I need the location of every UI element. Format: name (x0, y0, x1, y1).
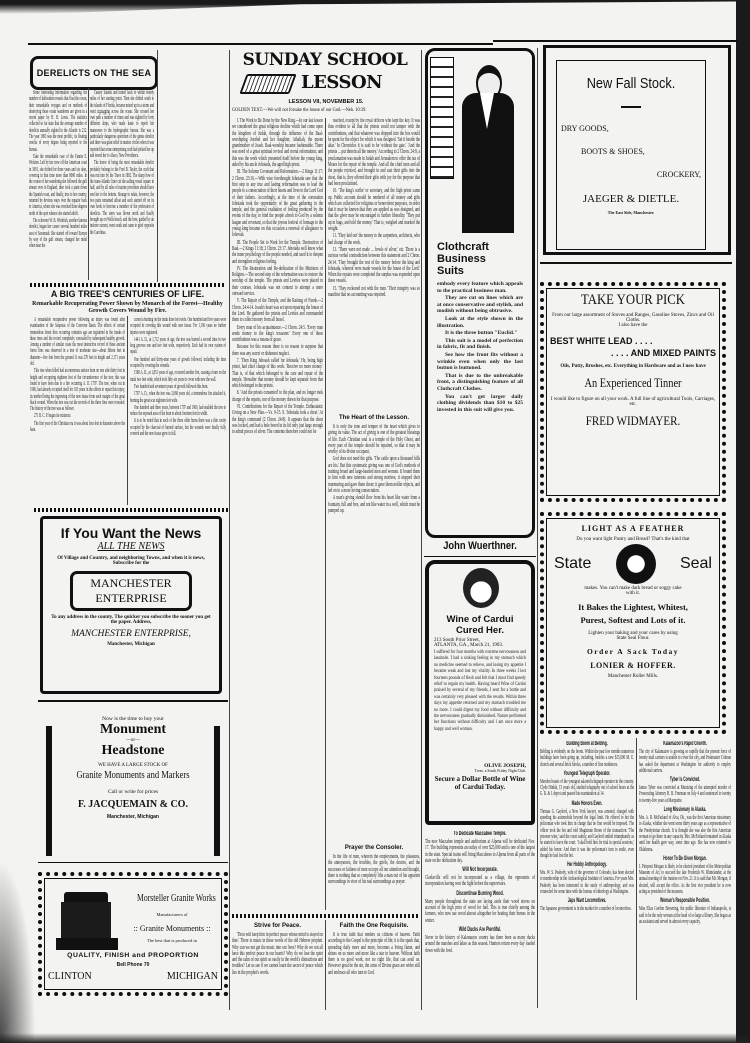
monument-illustration (56, 892, 118, 950)
news-heading: To Dedicate Maccabee Temple. (453, 831, 507, 837)
prayer-heading: Prayer the Consoler. (344, 845, 404, 851)
paragraph: 1441 A. D., at 1,712 years of age, the tree was burned a second time in two long grooves one and two feet wide, respectively. Each had its own system of repair. (130, 336, 226, 356)
enterprise-nameplate (70, 571, 192, 611)
pick-line1: From our large assortment of Stoves and Ranges, Gasoline Stoves, Zincs and Oil Cloths. (552, 313, 714, 323)
news-heading: Japs Want Locomotives. (567, 898, 607, 905)
paragraph: The honor of being the most remarkable derelict probably belongs to the Fred B. Taylor, the craft that was run into by the Trave in 1892. The sharp bow of the trans-Atlantic liner cut the sailing vessel square in half, and by all rules of marine procedure should have sent her to the bottom. Strange to relate, however, the two parts remained afloat and each started off on its own hook to become a member of the profession of derelicts. The stern was blown north and finally brought up on Wells beach, and the bow, guided by an inshore current, went south and came to grief opposite the Carolinas. (90, 160, 154, 236)
cardui-address: 213 South Prior Street, (434, 638, 480, 643)
monument-call: Call or write for prices (107, 789, 159, 795)
news-text: Mrs. W. S. Peabody, wife of the governor of Colorado, has been elected to membership in the Archaeological Institute of America. For years Mrs. Peabody has been interested in the study of anthropology, and was connected for some time with the bureau of ethnology at Washington. (540, 870, 634, 896)
news-item (540, 771, 634, 798)
news-text: Belding is evidently on the boom. Within the past few months numerous buildings have been going up, including, besides a new $15,000 M. E. church and several brick blocks, a number of fine residences. (540, 749, 634, 768)
flour-slogan-2: Purest, Softest and Lots of it. (580, 615, 686, 625)
ad-divider (38, 700, 228, 702)
paragraph: It is only the tone and temper of the heart which gives to giving its value. The act of giving is one of the greatest blessings of life. Each Christian soul is a temple of the Holy Ghost, and every part of the temple should be repaired, so that it may be worthy of its divine occupant. (328, 424, 420, 456)
flour-brand-right: Seal (679, 555, 712, 572)
pick-line2: I also have the (618, 323, 648, 328)
flour-line1: Do you want light Pastry and Bread? That's the kind that (576, 537, 690, 542)
paragraph: 11. 'They laid out' the money to the carpenters, architects, who had charge of the work. (328, 233, 420, 246)
news-item (425, 831, 535, 864)
ad-divider (540, 262, 732, 264)
ad-divider (38, 862, 228, 863)
cardui-signature-title: Treas. a South Friday Night Club. (474, 769, 526, 773)
column-divider (325, 920, 326, 1010)
masthead-title-bottom: LESSON (301, 72, 383, 93)
news-heading: Long Missionary in Alaska. (663, 807, 707, 814)
flour-order: Order A Sack Today (586, 647, 680, 656)
flour-line3: Lighten your baking and your cares by using State Seal Flour. (588, 631, 678, 641)
paragraph: Take the remarkable case of the Fannie E. Wolston. Left by her crew off the American coast in 1891, she drifted for three years and six days, covering in that time more than 8000 miles. In the course of her wandering she followed the gulf stream over to England, then took a jaunt down the Spanish coast, and finally, true to her country, returned by devious ways over the equator back to America, where she was wrecked three degrees north of the spot whence she started adrift. (29, 153, 87, 217)
paragraph: Canary Islands and turned back to within twenty miles of her starting point. Then she drifted south to the islands of Florida, became mixed up in a storm and went zigzagging across the ocean. She crossed her own path a number of times and was sighted by forty different ships, who made haste to report her maneuvers to the hydrographic bureau. She was a particularly dangerous specimen of the genus derelict and there was great relief in marine circles when it was reported that some enterprising craft had picked her up and towed her to Ahaco, New Providence. (90, 90, 154, 159)
news-heading: Youngest Telegraph Operator. (563, 770, 611, 777)
paragraph: 271 B. C. P. began its existence. (34, 413, 72, 420)
clothcraft-body (437, 281, 523, 413)
flour-brand-left: State (554, 555, 592, 572)
column-divider (537, 48, 538, 1008)
top-rule-right (493, 40, 738, 42)
news-text: Clarksville will not be incorporated as a village, the opponents of incorporation having won the fight before the supervisors. (425, 875, 535, 888)
news-text: Miss Eliza Gordon Browning, the public librarian of Indianapolis, is said to be the only woman at the head of so large a library. She began as an assistant and served in almost every capacity. (639, 906, 731, 925)
clothcraft-title-2: Business (437, 253, 486, 265)
flour-company: LONIER & HOFFER. (590, 661, 676, 670)
wavy-divider (34, 508, 228, 512)
strive-text: 'Thou wilt keep him in perfect peace whose mind is stayed on thee.' There is music in these words of the old Hebrew prophet. Why can we not get the music into our lives? Why do we not all have this perfect peace in our hearts? Why do we lose the quiet and the calm of our spirit so easily in the world's distractions and troubles? Let us see if we cannot learn the secret of peace which lies in the prophet's words. (232, 932, 323, 976)
granite-quality: QUALITY, FINISH and PROPORTION (67, 952, 199, 959)
paragraph: God does not need the gifts. 'The cattle upon a thousand hills are his.' But this systematic giving was one of God's methods of training broad and large-hearted men and women. It bound them to him with new interests and strong motives; it stopped their murmuring and gave them cheer; it gave them nobler objects, and led on to a more loving consecration. (328, 456, 420, 494)
cardui-title-1: Wine of Cardui (446, 614, 514, 625)
wavy-divider (232, 914, 420, 918)
news-heading: Tyber Is Convicted. (669, 777, 701, 784)
news-heading: Building Boom at Belding. (566, 741, 608, 747)
column-divider (421, 50, 422, 1010)
news-item (639, 741, 731, 774)
granite-city: CLINTON (48, 971, 92, 982)
news-ad-subhead: ALL THE NEWS (97, 541, 165, 552)
paragraph: It is to be noted that in each of the three older burns there was a thin cavity occupied by the charcoal of burned surface, but the wounds were finally fully covered and the new tissue grew in full. (130, 418, 226, 438)
paragraph: Two hundred and seventeen years of growth followed this burn. (134, 383, 209, 390)
news-ad-line2: Subscribe for the (112, 561, 150, 566)
news-item (425, 927, 535, 954)
news-text: Mrs. A. R. McFarland of Alva, Ok., was the first American missionary to Alaska, whither she went some thirty years ago as a representative of the Presbyterian church. It is thought she was also the first American woman to go there in any capacity. Mrs. McFarland remained in Alaska until her health gave way, some time ago. She has now returned to Oklahoma. (639, 815, 731, 853)
news-ad-line1: Of Village and Country, and neighboring Towns, and when it is news, (57, 556, 205, 561)
news-text: Never in the history of Kalamazoo county has there been as many ducks around the marshes and lakes as this season. Hunters return every day loaded down with the fowl. (425, 934, 535, 954)
wavy-divider (30, 283, 226, 287)
clothcraft-title-3: Suits (437, 265, 464, 277)
cardui-signature: OLIVE JOSEPH, (484, 763, 526, 769)
monument-title: Monument (99, 722, 167, 737)
pick-line3: Oils, Putty, Brushes, etc. Everything in Hardware and as I now have (560, 364, 706, 369)
big-tree-article-col1 (30, 317, 125, 505)
granite-works-ad (38, 872, 228, 996)
lesson-number: LESSON VII, NOVEMBER 15. (288, 99, 364, 105)
fall-stock-item-2: BOOTS & SHOES, (581, 147, 645, 156)
ornament-dash (621, 106, 641, 108)
paragraph: 7. 'Then King Jehoash called for Jehoiada.' He, being high priest, had chief charge of this work. 'Receive no more money.' That is, of that which belonged to the care and repair of the temple. Hereafter that money should be kept separate from that which belonged to the priests. (232, 357, 323, 390)
derelicts-headline: DERELICTS ON THE SEA (30, 56, 158, 90)
paragraph: Look at the style shown in the illustration. (437, 315, 523, 329)
right-torch-column (214, 726, 220, 856)
pick-title: TAKE YOUR PICK (580, 292, 686, 308)
news-item (639, 777, 731, 804)
mid-news-column (425, 828, 535, 1008)
news-heading: Will Not Incorporate. (462, 867, 498, 874)
granite-phone: Bell Phone 70 (116, 962, 150, 968)
news-heading: Kalamazoo's Rapid Growth. (663, 741, 707, 747)
paragraph: A man's giving should flow from his heart like water from a fountain, full and free, and not like water in a well, which must be pumped up. (328, 495, 420, 514)
paper-name-line2: ENTERPRISE (95, 591, 167, 605)
cardui-ad (425, 560, 535, 825)
clothcraft-ad (425, 48, 535, 538)
big-tree-subhead: Remarkable Recuperating Power Shown by Monarch of the Forest—Healthy Growth Covers Wound by Fire. (32, 301, 223, 314)
fall-stock-item-3: CROCKERY, (656, 170, 701, 179)
top-rule (28, 43, 493, 45)
pick-merchant: FRED WIDMAYER. (585, 413, 681, 428)
paragraph: 10. 'The king's scribe' or secretary, and the high priest came up. Public account should be rendered of all money and gifts which are collected for religious or benevolent purposes, in order that it may be known that they are applied as was designed, and that the giver may be encouraged to further liberality. 'They put up in bags, and told the money.' That is, weighed and marked the weight. (328, 188, 420, 233)
scan-right-edge (736, 0, 750, 1043)
paragraph: Every man of his acquaintance.—2 Chron. 24:5. 'Every man sends money to the king's treasurer.' Every one of these contributions was a means of grace. (232, 324, 323, 344)
paragraph: One hundred and thirty-nine years of growth followed, including the time occupied by covering the wounds. (130, 356, 226, 370)
news-item (639, 807, 731, 853)
paragraph: VI. Contributions for the Repair of the Temple. Enthusiastic Giving on a New Plan.—Vs. 9-15. 9. 'Jehoiada took a chest.' At the king's command (2 Chron. 24:8). It appears that the chest was locked, and had a hole bored in its lid only just large enough to admit pieces of silver. The contents therefore could not be (232, 404, 323, 436)
paragraph: 13. 'There were not made ... bowls of silver,' etc. There is a curious verbal contradiction between this statement and 2 Chron. 24:14. 'They brought the rest of the money before the king and Jehoiada, whereof were made vessels for the house of the Lord.' When the repairs were completed the surplus was expended upon these vessels. (328, 246, 420, 285)
fall-stock-location: The East Side, Manchester. (607, 210, 655, 215)
flour-line2: makes. You can't make dark bread or soggy cake with it. (584, 586, 682, 596)
paragraph: III. The People Set to Work for the Temple. Destruction of Baal.—2 Kings 11:18; 2 Chron. 23:17. Jehoiada well knew what the inner psychology of the people needed, and used it to deepen and strengthen religious feeling. (232, 239, 323, 265)
paragraph: curred a burning on the trunk three feet wide. One hundred and five years were occupied in covering this wound with new tissue. For 1,196 years no further injuries were registered. (130, 317, 226, 336)
paragraph: The first year of the Christian era it was about four feet in diameter above the base. (30, 420, 125, 434)
heart-of-lesson-text (328, 424, 420, 834)
strive-text-box (232, 932, 323, 1004)
news-heading: Made Honors Even. (571, 800, 603, 807)
granite-best: The best that is produced in (147, 938, 197, 943)
monument-city: Manchester, Michigan (107, 814, 159, 820)
column-divider (157, 50, 158, 282)
news-text: Many people throughout the state are laying aside their wood stoves on account of the high price of wood for fuel. This is true chiefly among the farmers, who now use wood almost altogether for heating their homes in the winter. (425, 898, 535, 924)
scan-shadow (0, 860, 36, 1043)
column-divider (127, 316, 128, 505)
paragraph: A remarkable recuperative power following an injury was found after examination of the Sequoias of the Converse Basin. The effects of certain tremendous forest fires occurring centuries ago are registered in the trunks of these trees and the record completely concealed by subsequent healthy growth. Among a number of similar cases the most instructive record of these ancient forest fires was observed in a tree of moderate size—about fifteen feet in diameter—five feet from the ground. It was 270 feet in height and 2,171 years old. (30, 317, 125, 368)
fall-stock-item-1: DRY GOODS, (561, 124, 609, 133)
news-item (639, 898, 731, 925)
news-text: The city of Kalamazoo is growing so rapidly that the present force of twenty mail carriers is unable to cover the city, and Postmaster Colman has asked the department at Washington for authority to employ additional carriers. (639, 749, 731, 774)
paragraph: IV. The Restoration and Re-dedication of the Ministers of Religion.—The second step of the reformation was to restore the worship of the temple. The priests and Levites were placed in their courses. Jehoiada was not content to attempt a mere outward service. (232, 265, 323, 298)
granite-company: Morsteller Granite Works (137, 892, 216, 904)
column-divider (88, 88, 89, 280)
paragraph: III. The Solemn Covenant and Reformation.—2 Kings 11:17; 2 Chron. 23:16.—With wise forethought Jehoiada saw that the first step to any true and lasting reformation was to lead the people to a consecration of their hearts and lives to the Lord God of their fathers. Accordingly, at the time of the coronation Jehoiada took the opportunity of the great gathering in the temple, and the general exaltation of feeling produced by the events of the day, to bind the people afresh to God by a solemn league and covenant, so that the joyous festival of homage to the young king became on this occasion a renewal of allegiance to Jehovah. (232, 169, 323, 239)
news-heading: Her Hobby Anthropology. (567, 862, 607, 869)
big-tree-headline: A BIG TREE'S CENTURIES OF LIFE. (50, 289, 205, 299)
heart-of-lesson-heading: The Heart of the Lesson. (338, 415, 409, 421)
news-item (425, 867, 535, 888)
pick-lead-1: BEST WHITE LEAD . . . . (550, 336, 653, 346)
monument-intro: Now is the time to buy your (102, 716, 164, 722)
lesson-col2 (328, 118, 420, 410)
news-text: The Japanese government is in the market for a number of locomotives. (540, 906, 632, 913)
headstone-title: Headstone (101, 743, 165, 758)
paragraph: reached, except by the royal officers who kept the key. It was thus evident to all that the priests could not tamper with the contributions, and that whatever was dropped into the box would be spent for the object for which it was designed. 'Set it beside the altar.' In Chronicles it is said to be 'without the gate.' 'And the priests ... put therein all the money.' According to 2 Chron. 24:9, a proclamation was made in Judah and Jerusalem to offer the tax of Moses for the repair of the temple. And all the chief men and all the people rejoiced, and brought in and cast their gifts into the chest, that is, they offered their gifts with joy for the purpose that had been proclaimed. (328, 118, 420, 187)
right-news-col2 (639, 738, 731, 1010)
paragraph: V. The Repair of the Temple, and the Raising of Funds.—2 Chron. 24:4-14. Joash's heart was set upon repairing the house of the Lord. He gathered the priests and Levites and commanded them to collect money from all Israel. (232, 298, 323, 324)
state-seal-emblem-icon (616, 544, 656, 584)
news-ad-address-city: Manchester, Michigan (107, 642, 155, 647)
prayer-text-box (328, 854, 420, 912)
news-item (425, 891, 535, 924)
derelicts-article-col1 (29, 90, 87, 280)
pick-line4: I would like to figure on all your work. A full line of agricultural Tools, Carriages, etc. (550, 397, 716, 407)
paragraph: They are cut on lines which are at once conservative and stylish, and modish without being obtrusive. (437, 295, 523, 315)
paragraph: One hundred and three years, between 1797 and 1900, had enabled the tree to reduce the exposed area of the burn to about fourteen feet in width. (130, 404, 226, 418)
left-torch-column (46, 726, 52, 856)
flour-title: LIGHT AS A FEATHER (581, 524, 685, 533)
paragraph: 1580 A. D., at 1,851 years of age, occurred another fire, causing a burn on the trunk two feet wide, which took fifty-six years to cover with new the wall. (130, 370, 226, 383)
right-news-col1 (540, 738, 634, 1010)
news-subscription-ad (40, 516, 222, 694)
paragraph: Because for this reason there is no reason to suppose that there was any secret or dishonest neglect. (232, 344, 323, 357)
news-text: The new Maccabee temple and auditorium at Alpena will be dedicated Nov. 17. The building represents an outlay of over $25,000 and is one of the largest in the state. Special trains will bring Maccabees to Alpena from all parts of the state on the dedication day. (425, 839, 535, 864)
ad-divider (424, 556, 536, 557)
paragraph: Some interesting information regarding the number of halfsunken vessels that float the ocean, their remarkable voyages and on methods of destroying these ocean wanderers are given in a recent paper by H. H. Lewis. The statistics collected so far state that the average number of derelicts annually sighted in the Atlantic is 232. The year 1893 was the most prolific, its floating wrecks of every degree being reported to the bureau. (29, 90, 87, 153)
news-text: Mendon boasts of the youngest salaried telegraph operator in the country. Clyde Hinkle, 15 years old, studied telegraphy out of school hours at the G. R. & I. depot and passed his examination at 14. (540, 778, 634, 798)
paragraph: 15. 'They reckoned not with the men.' Their integrity was so manifest that no accounting was required. (328, 285, 420, 299)
news-item (540, 862, 634, 895)
paragraph: 8. 'And the priests consented' to the plan, and no longer took charge of the repairs, nor of the money drawn for that purpose. (232, 390, 323, 403)
open-book-icon (239, 74, 296, 94)
column-divider (229, 50, 230, 1010)
news-ad-address-name: MANCHESTER ENTERPRISE, (71, 629, 191, 639)
news-heading: Wild Ducks Are Plentiful. (458, 926, 502, 933)
paragraph: See how the front fits without a wrinkle even when only the last button is buttoned. (437, 351, 523, 372)
faith-text: It is true faith that renders us citizens of heaven. Faith according to the Gospel is the principle of life; it is the spark that, spreading daily more and more, becomes a living flame, and shines on us more and more like a star in heaven. Without faith there is no good work, nor no right life, that can avail us. However great be the sin, the arms of Divine grace are wider still and embrace all who turn to God. (328, 932, 420, 976)
paper-name-line1: MANCHESTER (90, 576, 172, 590)
news-item (540, 801, 634, 859)
masthead-title-top: SUNDAY SCHOOL (242, 50, 408, 70)
take-your-pick-ad (540, 282, 726, 502)
strive-heading: Strive for Peace. (253, 923, 302, 929)
cardui-testimonial: I suffered for four months with extreme nervousness and lassitude. I had a sinking feeling in my stomach which no medicine seemed to relieve, and losing my appetite I became weak and lost my vitality. In three weeks I lost fourteen pounds of flesh and felt that I must find speedy relief to regain my health. Having heard Wine of Cardui praised by several of my friends, I sent for a bottle and was certainly very pleased with the results. Within three days my appetite returned and my stomach troubled me no more. I could digest my food without difficulty and the nervousness gradually diminished. Nature performed her functions without difficulty and I am once more a happy and well woman. (434, 649, 526, 732)
granite-product: :: Granite Monuments :: (133, 924, 211, 933)
fall-stock-inner-frame (556, 60, 706, 250)
golden-text: GOLDEN TEXT.—We will not forsake the house of our God.—Neh. 10:39. (232, 107, 367, 113)
monument-stock: WE HAVE A LARGE STOCK OF (98, 763, 168, 768)
paragraph: 1797 A. D., when the tree was 2,068 years old, a tremendous fire attacked it, burning the great scar eighteen feet wide. (130, 391, 226, 404)
news-heading: Woman's Responsible Position. (660, 898, 710, 905)
monument-company: F. JACQUEMAIN & CO. (78, 799, 188, 810)
cardui-title-2: Cured Her. (455, 625, 505, 636)
news-heading: Discontinue Burning Wood. (456, 890, 504, 897)
paragraph: This suit is a model of perfection in fabric, fit and finish. (437, 337, 523, 351)
column-divider (636, 738, 637, 1000)
paragraph: The schooner W. B. Wimbish, another famous derelict, began her career several hundred miles east of Savannah. She started off toward Europe by way of the gulf stream, changed her mind when near the (29, 217, 87, 250)
paragraph: You can't get larger daily clothing dividends than $10 to $25 invested in this suit will give you. (437, 393, 523, 413)
sunday-school-masthead (235, 50, 415, 96)
derelicts-article-col2 (90, 90, 154, 280)
lesson-col1 (232, 118, 323, 908)
faith-text-box (328, 932, 420, 1004)
news-text: Thomas G. Gaylord, a New York lawyer, was arrested, charged with speeding his automobile beyond the legal limit. He offered to bet the policeman who took him in charge that no fine would be imposed. The officer took the bet and told Magistrate Breen of the transaction. 'The prisoner wins,' said the court calmly, and Gaylord smiled triumphantly as he started to leave the court. 'I shall hold him for trial in special sessions,' added his honor. And then it was the policeman's turn to smile, even though he had lost the bet. (540, 808, 634, 859)
column-divider (325, 118, 326, 910)
news-heading: Honor To Be Given Morgan. (663, 855, 707, 862)
flour-mill: Manchester Roller Mills. (607, 674, 659, 679)
news-item (639, 856, 731, 895)
scan-bottom-edge (0, 1033, 750, 1043)
cardui-dateline: ATLANTA, GA., March 21, 1903. (434, 643, 504, 648)
businessman-illustration (428, 51, 532, 241)
news-item (540, 898, 634, 912)
paragraph: embody every feature which appeals to the practical business man. (437, 281, 523, 294)
prayer-text: In the life of men, wherein the employments, the pleasures, the annoyances, the troubles, the griefs, the desires, and the successes or failures of men occupy all our attention and thought, there is nothing that so completely lifts a man out of his apparent surroundings in view of his real surroundings as prayer. (328, 854, 420, 886)
woman-portrait-illustration (429, 564, 531, 614)
clothcraft-title-1: Clothcraft (437, 241, 489, 253)
monument-ad (38, 704, 228, 862)
granite-state: MICHIGAN (166, 971, 218, 982)
paragraph: It is the three button "Euclid." (445, 330, 518, 337)
pick-lead-2: . . . . AND MIXED PAINTS (610, 348, 716, 358)
state-seal-flour-ad (540, 512, 726, 734)
news-ad-line3: To any address in the county. The quicker you subscribe the sooner you get the paper. Address, (51, 615, 211, 625)
news-text: James Tyber was convicted at Munising of the attempted murder of Prosecuting Attorney H. B. Freeman on July 4 and sentenced to twenty to twenty-five years at Marquette. (639, 785, 731, 804)
granite-manufacturers: Manufacturers of (156, 912, 188, 917)
clothcraft-merchant: John Wuerthner. (443, 540, 517, 552)
fall-stock-title: New Fall Stock. (586, 75, 676, 92)
pick-tinner: An Experienced Tinner (584, 375, 682, 390)
flour-slogan-1: It Bakes the Lightest, Whitest, (578, 602, 688, 612)
fall-stock-ad (543, 45, 731, 255)
paragraph: That is due to the unbreakable front, a distinguishing feature of all Clothcraft Clothes. (437, 372, 523, 392)
big-tree-article-col2 (130, 317, 226, 505)
paragraph: This tree when felled had an enormous surface burn on one side thirty feet in height and occupying eighteen feet of the circumference of the tree; this was found to have been due to a fire occurring A. D. 1797. The tree, when cut in 1900, had already occupied itself for 103 years in the efforts to repair this injury, its method being the ingrowing of the new tissue from each margin of the great black wound. When the tree was cut the records of the three fires were revealed. The history of the tree was as follows: (30, 368, 125, 413)
paragraph: I. The Work to Be Done by the New King.—In our last lesson we considered the great religious decline which had come upon the kingdom of Judah, through the influence of the Baal-worshiping Jezebel and her daughter, Athaliah, the queen grandmother of Joash. Baal-worship became fashionable. There was need of a great spiritual revival and moral reformation; and this was the work which presented itself before the young king, aided by his uncle Jehoiada, the aged high priest. (232, 118, 323, 169)
monument-or: —or— (125, 738, 141, 743)
cardui-cta: Secure a Dollar Bottle of Wine of Cardui Today. (434, 775, 526, 791)
faith-heading: Faith the One Requisite. (339, 923, 409, 929)
scan-top-edge (0, 0, 750, 14)
fall-stock-company: JAEGER & DIETLE. (582, 193, 680, 205)
news-item (540, 741, 634, 768)
news-ad-headline: If You Want the News (60, 525, 202, 541)
monument-product: Granite Monuments and Markers (76, 770, 190, 781)
news-text: J. Pierpont Morgan is likely to be elected president of the Metropolitan Museum of Art, to succeed the late Frederick W. Rhinelander, at the annual meeting of the trustees on Nov. 21. It is said that Mr. Morgan, if elected, will accept the office. As the first vice president he is now acting as president of the museum. (639, 863, 731, 896)
golden-text-box (232, 107, 420, 115)
